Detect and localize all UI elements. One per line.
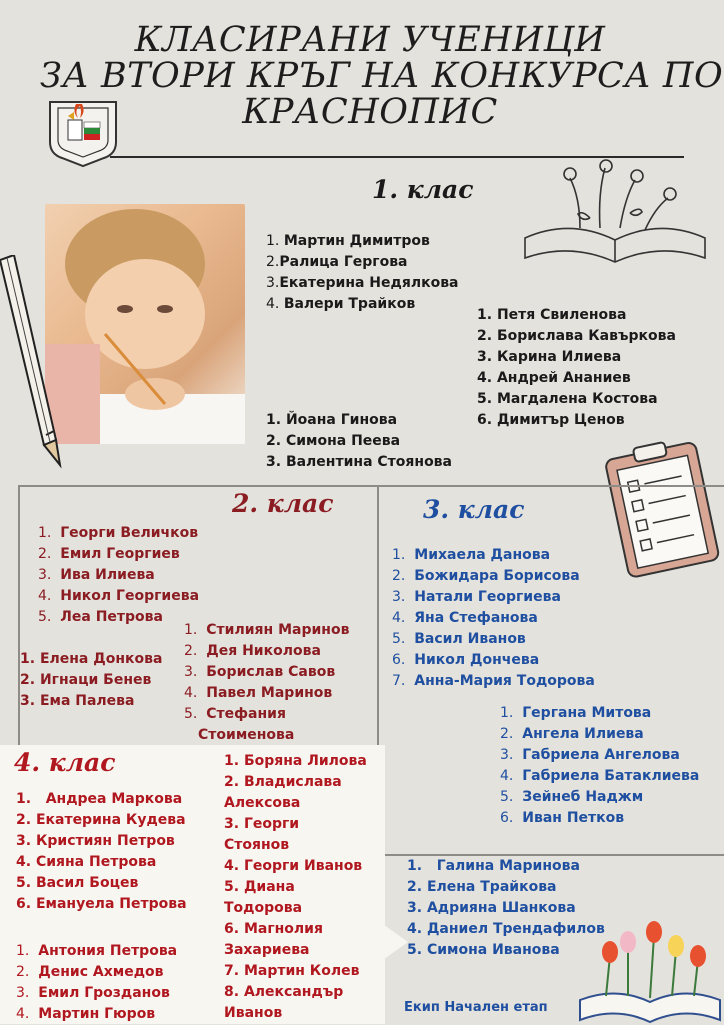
list-item: 2.Ралица Гергова — [266, 254, 408, 270]
list-item: 5. Зейнеб Наджм — [500, 789, 644, 805]
list-item: 4. Георги Иванов — [224, 858, 363, 874]
list-item: 1. Гергана Митова — [500, 705, 652, 721]
list-item: 4. Габриела Батаклиева — [500, 768, 700, 784]
list-item: 2. Емил Георгиев — [38, 546, 180, 562]
list-item: 2. Ангела Илиева — [500, 726, 644, 742]
list-item: 1. Мартин Димитров — [266, 233, 430, 249]
list-item: 2. Игнаци Бенев — [20, 672, 152, 688]
list-item: Иванов — [224, 1005, 283, 1021]
class1-list-c — [266, 410, 452, 473]
list-item: 4. Павел Маринов — [184, 685, 333, 701]
class2-list-c — [20, 649, 162, 712]
list-item: 6. Димитър Ценов — [477, 412, 625, 428]
list-item: 1. Елена Донкова — [20, 651, 163, 667]
class1-list-a — [266, 231, 459, 315]
list-item: 8. Александър — [224, 984, 344, 1000]
section-border-top — [18, 485, 724, 487]
list-item: 6. Магнолия — [224, 921, 323, 937]
list-item: 3. Натали Георгиева — [392, 589, 561, 605]
list-item: 1. Боряна Лилова — [224, 753, 367, 769]
pencil-icon — [0, 255, 70, 470]
list-item: 2. Денис Ахмедов — [16, 964, 164, 980]
list-item: 1. Андреа Маркова — [16, 791, 183, 807]
list-item: 4. Валери Трайков — [266, 296, 416, 312]
list-item: 3. Ива Илиева — [38, 567, 155, 583]
class4-list-c — [16, 941, 177, 1025]
list-item: 2. Владислава — [224, 774, 342, 790]
title-line-3: КРАСНОПИС — [242, 92, 498, 132]
class3-list-c — [407, 856, 605, 961]
list-item: 5. Васил Иванов — [392, 631, 526, 647]
list-item: 3. Емил Грозданов — [16, 985, 170, 1001]
list-item: 7. Мартин Колев — [224, 963, 360, 979]
list-item: 6. Емануела Петрова — [16, 896, 187, 912]
panel-arrow — [380, 922, 410, 962]
list-item: 3. Габриела Ангелова — [500, 747, 680, 763]
class2-heading: 2. клас — [232, 489, 334, 518]
footer-team: Екип Начален етап — [404, 1000, 548, 1015]
list-item: 1. Галина Маринова — [407, 858, 580, 874]
list-item: 1. Георги Величков — [38, 525, 199, 541]
child-writing-photo — [45, 204, 245, 444]
class4-heading: 4. клас — [14, 748, 116, 777]
class2-list-a — [38, 523, 199, 628]
list-item: 3. Георги — [224, 816, 300, 832]
list-item: 5. Диана — [224, 879, 295, 895]
list-item: 5. Магдалена Костова — [477, 391, 658, 407]
list-item: 5. Васил Боцев — [16, 875, 139, 891]
list-item: 4. Андрей Ананиев — [477, 370, 631, 386]
clipboard-checklist-icon — [598, 438, 724, 580]
list-item: 2. Елена Трайкова — [407, 879, 557, 895]
list-item: 1. Петя Свиленова — [477, 307, 627, 323]
list-item: 2. Борислава Кавъркова — [477, 328, 676, 344]
title-line-1: КЛАСИРАНИ УЧЕНИЦИ — [134, 20, 606, 60]
list-item: Алексова — [224, 795, 301, 811]
class3-list-b — [500, 703, 699, 829]
class4-list-a — [16, 789, 187, 915]
class1-list-b — [477, 305, 676, 431]
list-item: 1. Антония Петрова — [16, 943, 178, 959]
list-item: Стоянов — [224, 837, 290, 853]
list-item: 3. Ема Палева — [20, 693, 135, 709]
class4-list-b — [224, 751, 367, 1024]
list-item: 2. Екатерина Кудева — [16, 812, 186, 828]
list-item: Стоименова — [198, 727, 295, 743]
list-item: 3.Екатерина Недялкова — [266, 275, 459, 291]
list-item: 5. Леа Петрова — [38, 609, 163, 625]
class3-heading: 3. клас — [423, 495, 525, 524]
class3-list-a — [392, 545, 595, 692]
list-item: 1. Михаела Данова — [392, 547, 551, 563]
book-flowers-icon — [520, 158, 710, 270]
list-item: 3. Валентина Стоянова — [266, 454, 452, 470]
list-item: 3. Адрияна Шанкова — [407, 900, 576, 916]
list-item: Захариева — [224, 942, 310, 958]
list-item: 2. Божидара Борисова — [392, 568, 580, 584]
list-item: 5. Симона Иванова — [407, 942, 560, 958]
list-item: 1. Стилиян Маринов — [184, 622, 350, 638]
school-logo — [40, 92, 126, 170]
list-item: 5. Стефания — [184, 706, 286, 722]
list-item: Тодорова — [224, 900, 303, 916]
class1-heading: 1. клас — [372, 175, 474, 204]
list-item: 4. Сияна Петрова — [16, 854, 157, 870]
list-item: 3. Кристиян Петров — [16, 833, 175, 849]
title-line-2: ЗА ВТОРИ КРЪГ НА КОНКУРСА ПО — [40, 56, 724, 96]
list-item: 6. Никол Дончева — [392, 652, 540, 668]
list-item: 4. Даниел Трендафилов — [407, 921, 605, 937]
list-item: 7. Анна-Мария Тодорова — [392, 673, 595, 689]
page-title — [40, 20, 724, 132]
class2-list-b — [184, 620, 349, 746]
list-item: 4. Яна Стефанова — [392, 610, 538, 626]
list-item: 1. Йоана Гинова — [266, 412, 398, 428]
list-item: 3. Борислав Савов — [184, 664, 336, 680]
list-item: 4. Никол Георгиева — [38, 588, 200, 604]
list-item: 2. Симона Пеева — [266, 433, 401, 449]
list-item: 6. Иван Петков — [500, 810, 625, 826]
list-item: 2. Дея Николова — [184, 643, 321, 659]
list-item: 4. Мартин Гюров — [16, 1006, 156, 1022]
list-item: 3. Карина Илиева — [477, 349, 622, 365]
